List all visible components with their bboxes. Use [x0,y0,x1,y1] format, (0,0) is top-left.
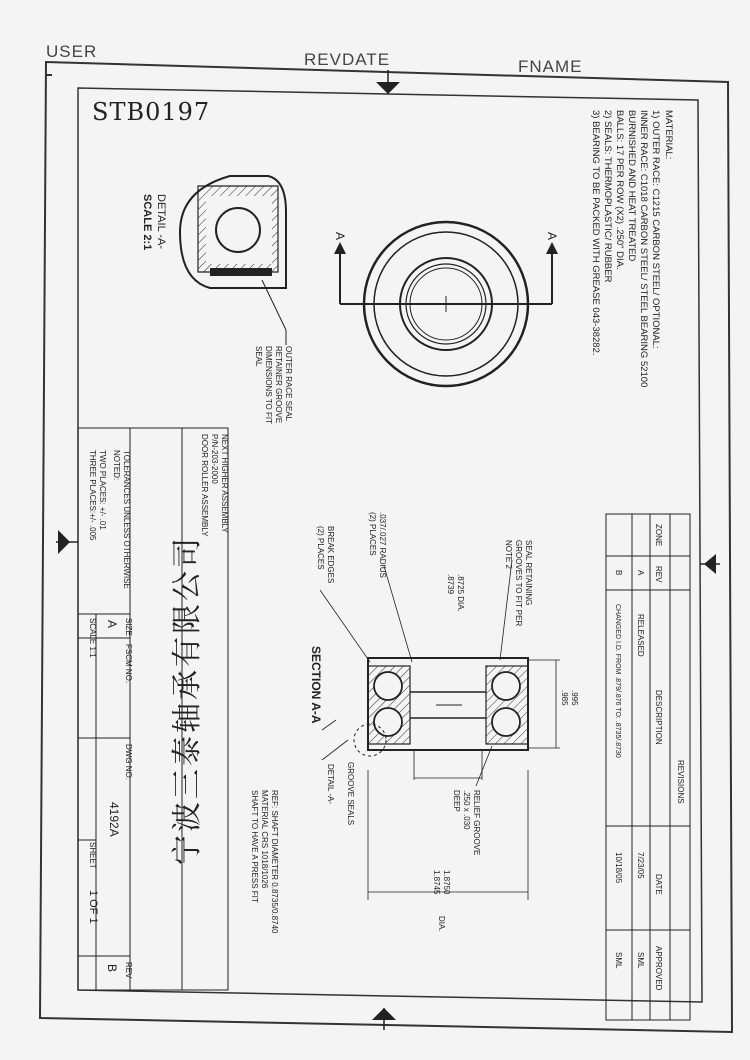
fscm-label: FSCM NO. [124,644,133,684]
rev-a-date: 7/23/05 [636,852,645,879]
svg-text:NOTE 2: NOTE 2 [504,540,513,569]
assembly-pn: P/N-203-2000 [210,434,219,484]
seal-groove-callout [504,540,533,626]
note-line: 3) BEARING TO BE PACKED WITH GREASE 043-38282. [590,110,601,356]
svg-text:(2) PLACES: (2) PLACES [368,512,377,556]
svg-text:(2) PLACES: (2) PLACES [316,526,325,570]
shaft-reference-note [250,790,279,934]
section-mark-right: A [545,232,559,241]
part-number: STB0197 [92,98,211,126]
relief-groove-callout [452,790,481,855]
bore-dia-callout [446,574,465,612]
detail-a-drawing [180,176,286,345]
svg-text:.985: .985 [560,690,569,706]
section-arrow-right [546,242,558,254]
rev-b-description: CHANGED I.D. FROM .879/.876 TO: .8735/.8730 [614,604,621,758]
rev-b-approved: SML [614,952,623,969]
revisions-title: REVISIONS [676,760,685,804]
rev-header-approved: APPROVED [654,946,663,991]
section-ball [374,672,402,700]
rev-header-rev: REV [654,566,663,583]
svg-text:DIA.: DIA. [437,916,446,932]
note-line: BURNISHED AND HEAT TREATED [626,110,637,262]
svg-text:.8739: .8739 [446,574,455,595]
section-ball [492,708,520,736]
svg-text:GROOVES TO FIT PER: GROOVES TO FIT PER [514,540,523,627]
tolerance-two-places: TWO PLACES: +/- .01 [98,450,107,530]
svg-text:DETAIL -A-: DETAIL -A- [155,194,167,250]
section-mark-left: A [333,232,347,241]
tolerances-label: TOLERANCES UNLESS OTHERWISE [122,450,131,589]
material-notes [590,110,674,387]
detail-a-callout [254,346,293,424]
svg-text:MATERIAL CRS 1018/1026: MATERIAL CRS 1018/1026 [260,790,269,889]
svg-text:.250 x .030: .250 x .030 [462,790,471,830]
groove-seals-callout [346,762,355,825]
user-header: USER [46,42,98,61]
svg-text:DETAIL -A-: DETAIL -A- [326,764,335,805]
svg-text:RETAINER GROOVE: RETAINER GROOVE [274,346,283,424]
svg-text:DEEP: DEEP [452,790,461,812]
note-line: INNER RACE: C1018 CARBON STEEL/ STEEL BEARING 52100 [638,110,649,388]
svg-text:OUTER RACE SEAL: OUTER RACE SEAL [284,346,293,422]
size-label: SIZE [124,618,133,636]
break-edges-callout [316,526,335,583]
notes-title: MATERIAL: [663,110,674,160]
section-a-a-drawing [320,560,560,900]
section-ball [374,708,402,736]
svg-text:SECTION A-A: SECTION A-A [309,646,323,724]
rev-header-description: DESCRIPTION [654,690,663,745]
rev-label: REV [124,962,133,979]
note-line: 1) OUTER RACE: C1215 CARBON STEEL/ OPTIONAL: [650,110,661,349]
title-block-text [87,434,229,979]
size-value: A [105,620,119,629]
tolerances-noted: NOTED: [112,450,121,481]
rev-a-approved: SML [636,952,645,969]
sheet-value: 1 OF 1 [87,890,99,924]
scale-label: SCALE 1:1 [88,618,97,658]
svg-text:1.8745: 1.8745 [432,870,441,895]
section-ball [492,672,520,700]
sheet-label: SHEET [88,842,97,869]
svg-text:BREAK EDGES: BREAK EDGES [326,526,335,584]
rev-value: B [105,964,119,973]
section-a-a-title [309,646,323,724]
width-dimension [560,690,579,706]
bearing-front-view [340,222,552,386]
note-line: BALLS: 17 PER ROW (X2) .250" DIA. [614,110,625,270]
detail-ref-callout [326,764,335,804]
svg-text:.037/.027 RADIUS: .037/.027 RADIUS [378,512,387,578]
radius-callout [368,512,387,578]
detail-ball [216,208,260,252]
dwg-number: 4192A [107,802,121,837]
detail-a-title [141,194,167,250]
svg-text:1.8750: 1.8750 [442,870,451,895]
rev-header-zone: ZONE [654,524,663,547]
company-name: 宁波三泰轴承有限公司 [170,535,205,865]
svg-text:SEAL RETAINING: SEAL RETAINING [524,540,533,606]
rev-a-description: RELEASED [636,614,645,657]
dwg-label: DWG NO. [124,744,133,780]
revdate-header: REVDATE [304,50,391,69]
svg-text:SCALE 2:1: SCALE 2:1 [141,194,153,251]
svg-text:GROOVE SEALS: GROOVE SEALS [346,762,355,826]
assembly-name: DOOR ROLLER ASSEMBLY [200,434,209,537]
next-assembly-label: NEXT HIGHER ASSEMBLY [220,434,229,533]
rev-b-rev: B [614,570,623,576]
od-dia-dimension [432,870,451,932]
svg-text:REF: SHAFT DIAMETER 0.8735/0.8: REF: SHAFT DIAMETER 0.8735/0.8740 [270,790,279,934]
svg-text:.8725 DIA.: .8725 DIA. [456,574,465,612]
rev-b-date: 10/18/05 [614,852,623,884]
svg-text:DIMENSIONS TO FIT: DIMENSIONS TO FIT [264,346,273,424]
fname-header: FNAME [518,57,583,76]
svg-text:SHAFT TO HAVE A PRESS FIT: SHAFT TO HAVE A PRESS FIT [250,790,259,903]
rev-header-date: DATE [654,874,663,895]
rev-a-rev: A [636,570,645,576]
svg-text:RELIEF GROOVE: RELIEF GROOVE [472,790,481,856]
section-arrow-left [334,242,346,254]
note-line: 2) SEALS: THERMOPLASTIC/ RUBBER [602,110,613,283]
svg-text:.995: .995 [570,690,579,706]
tolerance-three-places: THREE PLACES:+/- .005 [88,450,97,541]
svg-text:SEAL: SEAL [254,346,263,367]
